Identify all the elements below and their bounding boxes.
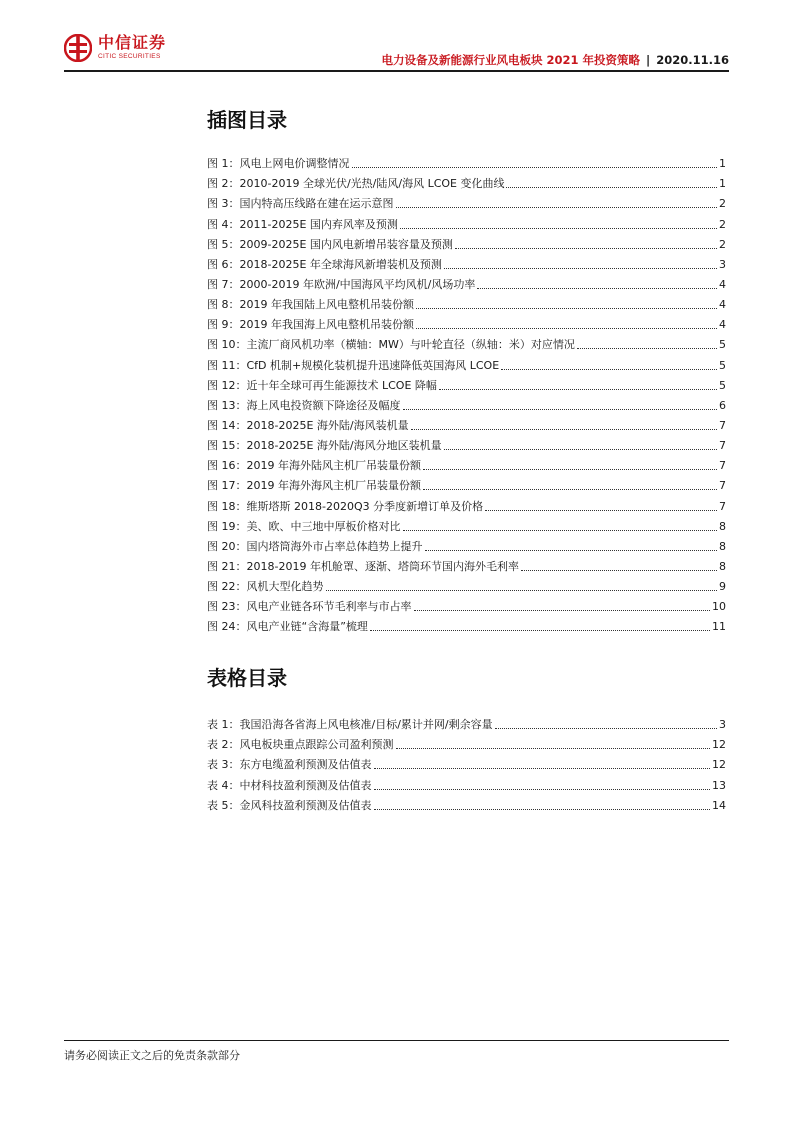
figures-heading: 插图目录 <box>207 108 287 132</box>
logo-english-name: CITIC SECURITIES <box>98 53 161 61</box>
toc-leader <box>423 469 717 470</box>
toc-row[interactable] <box>207 712 726 732</box>
toc-page: 2 <box>719 237 726 251</box>
toc-label: 图 1：风电上网电价调整情况 <box>207 157 350 171</box>
toc-leader <box>416 308 717 309</box>
toc-row[interactable] <box>207 211 726 231</box>
toc-page: 13 <box>712 778 726 792</box>
toc-leader <box>444 268 717 269</box>
toc-label: 图 15：2018-2025E 海外陆/海风分地区装机量 <box>207 439 442 453</box>
toc-label: 图 9：2019 年我国海上风电整机吊装份额 <box>207 318 414 332</box>
toc-row[interactable] <box>207 352 726 372</box>
toc-leader <box>400 228 717 229</box>
toc-label: 图 14：2018-2025E 海外陆/海风装机量 <box>207 418 409 432</box>
toc-row[interactable] <box>207 272 726 292</box>
header-divider <box>64 70 729 72</box>
toc-leader <box>425 550 718 551</box>
toc-label: 图 3：国内特高压线路在建在运示意图 <box>207 197 394 211</box>
report-title-text: 电力设备及新能源行业风电板块 2021 年投资策略 <box>381 53 640 67</box>
toc-page: 1 <box>719 177 726 191</box>
toc-leader <box>485 510 717 511</box>
toc-leader <box>439 389 717 390</box>
toc-label: 表 5：金风科技盈利预测及估值表 <box>207 798 372 812</box>
toc-page: 4 <box>719 277 726 291</box>
toc-label: 图 24：风电产业链“含海量”梳理 <box>207 620 368 634</box>
report-title <box>381 52 729 68</box>
toc-leader <box>416 328 717 329</box>
tables-toc <box>207 712 726 813</box>
toc-row[interactable] <box>207 151 726 171</box>
toc-page: 7 <box>719 479 726 493</box>
toc-page: 7 <box>719 439 726 453</box>
toc-page: 5 <box>719 358 726 372</box>
toc-row[interactable] <box>207 574 726 594</box>
figures-toc <box>207 151 726 634</box>
toc-label: 图 23：风电产业链各环节毛利率与市占率 <box>207 600 412 614</box>
toc-label: 图 2：2010-2019 全球光伏/光热/陆风/海风 LCOE 变化曲线 <box>207 177 505 191</box>
tables-heading: 表格目录 <box>207 666 287 690</box>
toc-page: 3 <box>719 718 726 732</box>
toc-page: 4 <box>719 318 726 332</box>
toc-label: 表 3：东方电缆盈利预测及估值表 <box>207 758 372 772</box>
toc-leader <box>477 288 717 289</box>
citic-emblem-icon <box>64 34 92 62</box>
toc-row[interactable] <box>207 514 726 534</box>
toc-row[interactable] <box>207 232 726 252</box>
toc-page: 5 <box>719 378 726 392</box>
toc-page: 2 <box>719 217 726 231</box>
toc-leader <box>444 449 717 450</box>
toc-leader <box>521 570 717 571</box>
toc-label: 图 6：2018-2025E 年全球海风新增装机及预测 <box>207 257 442 271</box>
toc-label: 图 11：CfD 机制+规模化装机提升迅速降低英国海风 LCOE <box>207 358 500 372</box>
toc-page: 1 <box>719 157 726 171</box>
toc-leader <box>352 167 718 168</box>
toc-leader <box>374 789 711 790</box>
toc-row[interactable] <box>207 191 726 211</box>
toc-row[interactable] <box>207 772 726 792</box>
toc-row[interactable] <box>207 433 726 453</box>
toc-row[interactable] <box>207 312 726 332</box>
toc-row[interactable] <box>207 793 726 813</box>
toc-page: 11 <box>712 620 726 634</box>
toc-row[interactable] <box>207 292 726 312</box>
toc-label: 图 20：国内塔筒海外市占率总体趋势上提升 <box>207 539 423 553</box>
toc-label: 图 10：主流厂商风机功率（横轴：MW）与叶轮直径（纵轴：米）对应情况 <box>207 338 575 352</box>
toc-label: 图 8：2019 年我国陆上风电整机吊装份额 <box>207 298 414 312</box>
toc-label: 图 19：美、欧、中三地中厚板价格对比 <box>207 519 401 533</box>
footer-divider <box>64 1040 729 1041</box>
toc-row[interactable] <box>207 732 726 752</box>
toc-leader <box>403 530 718 531</box>
toc-label: 图 4：2011-2025E 国内弃风率及预测 <box>207 217 398 231</box>
toc-leader <box>374 768 711 769</box>
toc-label: 表 1：我国沿海各省海上风电核准/目标/累计并网/剩余容量 <box>207 718 493 732</box>
toc-leader <box>495 728 717 729</box>
toc-row[interactable] <box>207 393 726 413</box>
toc-leader <box>396 207 718 208</box>
toc-label: 图 16：2019 年海外陆风主机厂吊装量份额 <box>207 459 421 473</box>
toc-page: 12 <box>712 758 726 772</box>
toc-label: 图 5：2009-2025E 国内风电新增吊装容量及预测 <box>207 237 453 251</box>
toc-leader <box>506 187 717 188</box>
toc-page: 2 <box>719 197 726 211</box>
toc-leader <box>403 409 718 410</box>
footer-disclaimer: 请务必阅读正文之后的免责条款部分 <box>64 1049 240 1062</box>
toc-row[interactable] <box>207 473 726 493</box>
toc-label: 图 18：维斯塔斯 2018-2020Q3 分季度新增订单及价格 <box>207 499 484 513</box>
toc-row[interactable] <box>207 332 726 352</box>
toc-row[interactable] <box>207 752 726 772</box>
toc-leader <box>326 590 718 591</box>
report-date: 2020.11.16 <box>656 53 729 67</box>
toc-leader <box>370 630 710 631</box>
toc-label: 表 2：风电板块重点跟踪公司盈利预测 <box>207 738 394 752</box>
toc-label: 图 12：近十年全球可再生能源技术 LCOE 降幅 <box>207 378 437 392</box>
toc-page: 8 <box>719 539 726 553</box>
toc-leader <box>411 429 717 430</box>
toc-page: 8 <box>719 559 726 573</box>
toc-row[interactable] <box>207 614 726 634</box>
toc-leader <box>455 248 717 249</box>
toc-page: 4 <box>719 298 726 312</box>
logo-chinese-name: 中信证券 <box>98 33 167 53</box>
toc-row[interactable] <box>207 534 726 554</box>
toc-page: 14 <box>712 798 726 812</box>
page-header <box>64 34 729 70</box>
toc-label: 表 4：中材科技盈利预测及估值表 <box>207 778 372 792</box>
toc-page: 7 <box>719 418 726 432</box>
toc-label: 图 21：2018-2019 年机舱罩、逐渐、塔筒环节国内海外毛利率 <box>207 559 519 573</box>
toc-label: 图 13：海上风电投资额下降途径及幅度 <box>207 398 401 412</box>
toc-leader <box>501 369 717 370</box>
toc-page: 7 <box>719 459 726 473</box>
toc-page: 7 <box>719 499 726 513</box>
citic-logo <box>64 34 166 62</box>
toc-page: 9 <box>719 580 726 594</box>
toc-row[interactable] <box>207 252 726 272</box>
toc-page: 12 <box>712 738 726 752</box>
toc-row[interactable] <box>207 171 726 191</box>
toc-leader <box>577 348 717 349</box>
toc-row[interactable] <box>207 493 726 513</box>
toc-row[interactable] <box>207 373 726 393</box>
toc-row[interactable] <box>207 554 726 574</box>
toc-leader <box>414 610 711 611</box>
toc-leader <box>423 489 717 490</box>
toc-label: 图 7：2000-2019 年欧洲/中国海风平均风机/风场功率 <box>207 277 476 291</box>
toc-row[interactable] <box>207 453 726 473</box>
toc-page: 3 <box>719 257 726 271</box>
toc-page: 6 <box>719 398 726 412</box>
toc-page: 5 <box>719 338 726 352</box>
toc-page: 8 <box>719 519 726 533</box>
toc-label: 图 17：2019 年海外海风主机厂吊装量份额 <box>207 479 421 493</box>
toc-row[interactable] <box>207 413 726 433</box>
toc-page: 10 <box>712 600 726 614</box>
toc-label: 图 22：风机大型化趋势 <box>207 580 324 594</box>
toc-row[interactable] <box>207 594 726 614</box>
toc-leader <box>396 748 711 749</box>
title-separator: | <box>646 53 651 67</box>
toc-leader <box>374 809 711 810</box>
